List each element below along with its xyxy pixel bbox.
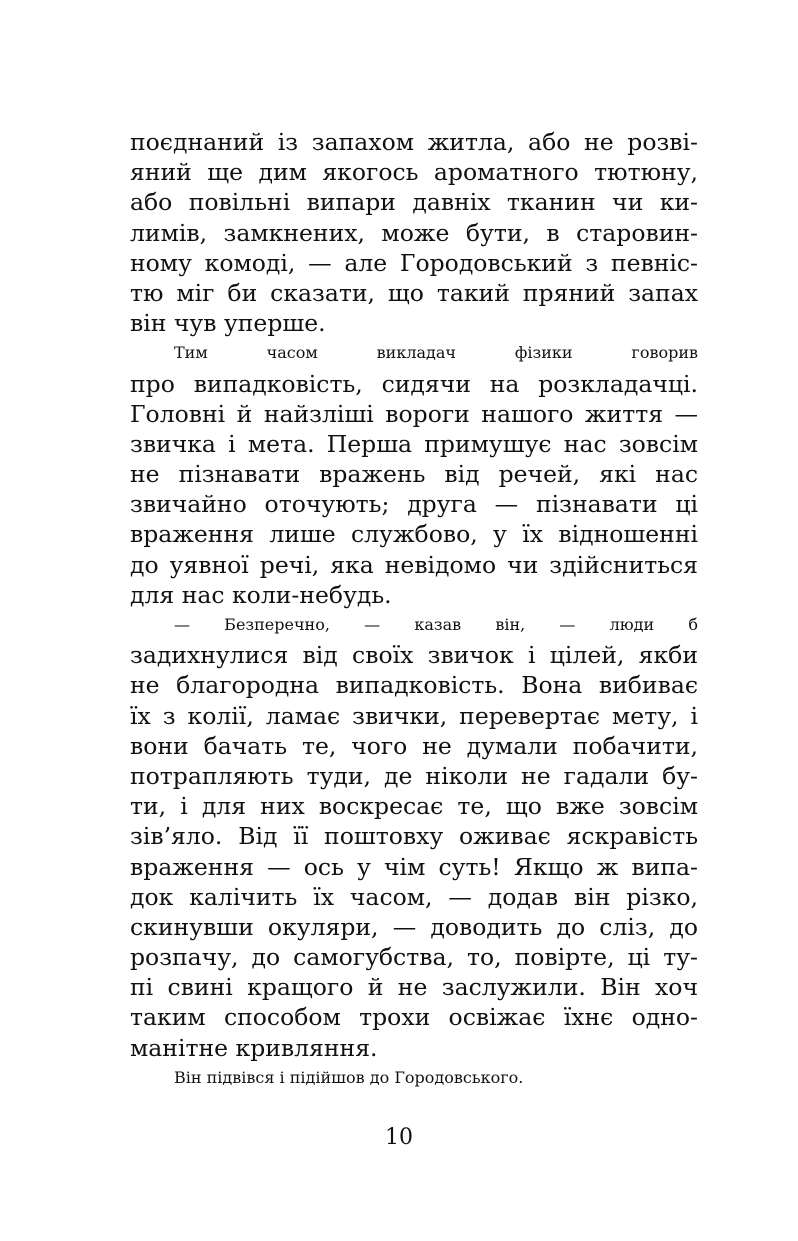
text-line: або повільні випари давніх тканин чи ки- xyxy=(130,188,698,217)
text-line: Він підвівся і підійшов до Городовського. xyxy=(174,1067,524,1087)
text-line: пі свині кращого й не заслужили. Він хоч xyxy=(130,973,698,1002)
text-line: не пізнавати вражень від речей, які нас xyxy=(130,460,698,489)
text-line: не благородна випадковість. Вона вибиває xyxy=(130,671,698,700)
text-line: — Безперечно, — казав він, — люди б xyxy=(174,615,698,634)
text-line: таким способом трохи освіжає їхнє одно- xyxy=(130,1003,698,1032)
text-line: яний ще дим якогось ароматного тютюну, xyxy=(130,158,698,187)
text-line: їх з колії, ламає звички, перевертає мету, і xyxy=(130,701,698,730)
text-line: Головні й найзліші вороги нашого життя — xyxy=(130,399,698,428)
text-line: він чув уперше. xyxy=(130,309,326,338)
text-line: ному комоді, — але Городовський з певніс- xyxy=(130,248,698,277)
text-line: враження лише службово, у їх відношенні xyxy=(130,520,698,549)
text-line: Тим часом викладач фізики говорив xyxy=(174,343,698,363)
text-line: поєднаний із запахом житла, або не розві- xyxy=(130,128,698,156)
text-line: тю міг би сказати, що такий пряний запах xyxy=(130,278,698,307)
text-line: зів’яло. Від її поштовху оживає яскравість xyxy=(130,822,698,851)
paragraph xyxy=(130,610,698,1063)
text-line: задихнулися від своїх звичок і цілей, якби xyxy=(130,641,698,670)
text-line: для нас коли-небудь. xyxy=(130,580,392,609)
text-line: до уявної речі, яка невідомо чи здійсниться xyxy=(130,550,698,579)
text-line: звичка і мета. Перша примушує нас зовсім xyxy=(130,429,698,458)
text-line: скинувши окуляри, — доводить до сліз, до xyxy=(130,912,698,941)
text-line: лимів, замкнених, може бути, в старовин- xyxy=(130,218,698,247)
paragraph xyxy=(130,338,698,610)
text-line: звичайно оточують; друга — пізнавати ці xyxy=(130,490,698,519)
text-line: ти, і для них воскресає те, що вже зовсім xyxy=(130,792,698,821)
paragraph xyxy=(130,127,698,338)
text-line: док калічить їх часом, — додав він різко, xyxy=(130,882,698,911)
paragraph xyxy=(130,1063,698,1093)
text-line: манітне кривляння. xyxy=(130,1033,378,1062)
body-text xyxy=(130,127,698,1093)
text-line: потрапляють туди, де ніколи не гадали бу- xyxy=(130,761,698,790)
text-line: розпачу, до самогубства, то, повірте, ці ту- xyxy=(130,943,698,972)
page-number: 10 xyxy=(385,1125,413,1150)
text-line: враження — ось у чім суть! Якщо ж випа- xyxy=(130,852,698,881)
text-line: вони бачать те, чого не думали побачити, xyxy=(130,731,698,760)
text-line: про випадковість, сидячи на розкладачці. xyxy=(130,369,698,398)
